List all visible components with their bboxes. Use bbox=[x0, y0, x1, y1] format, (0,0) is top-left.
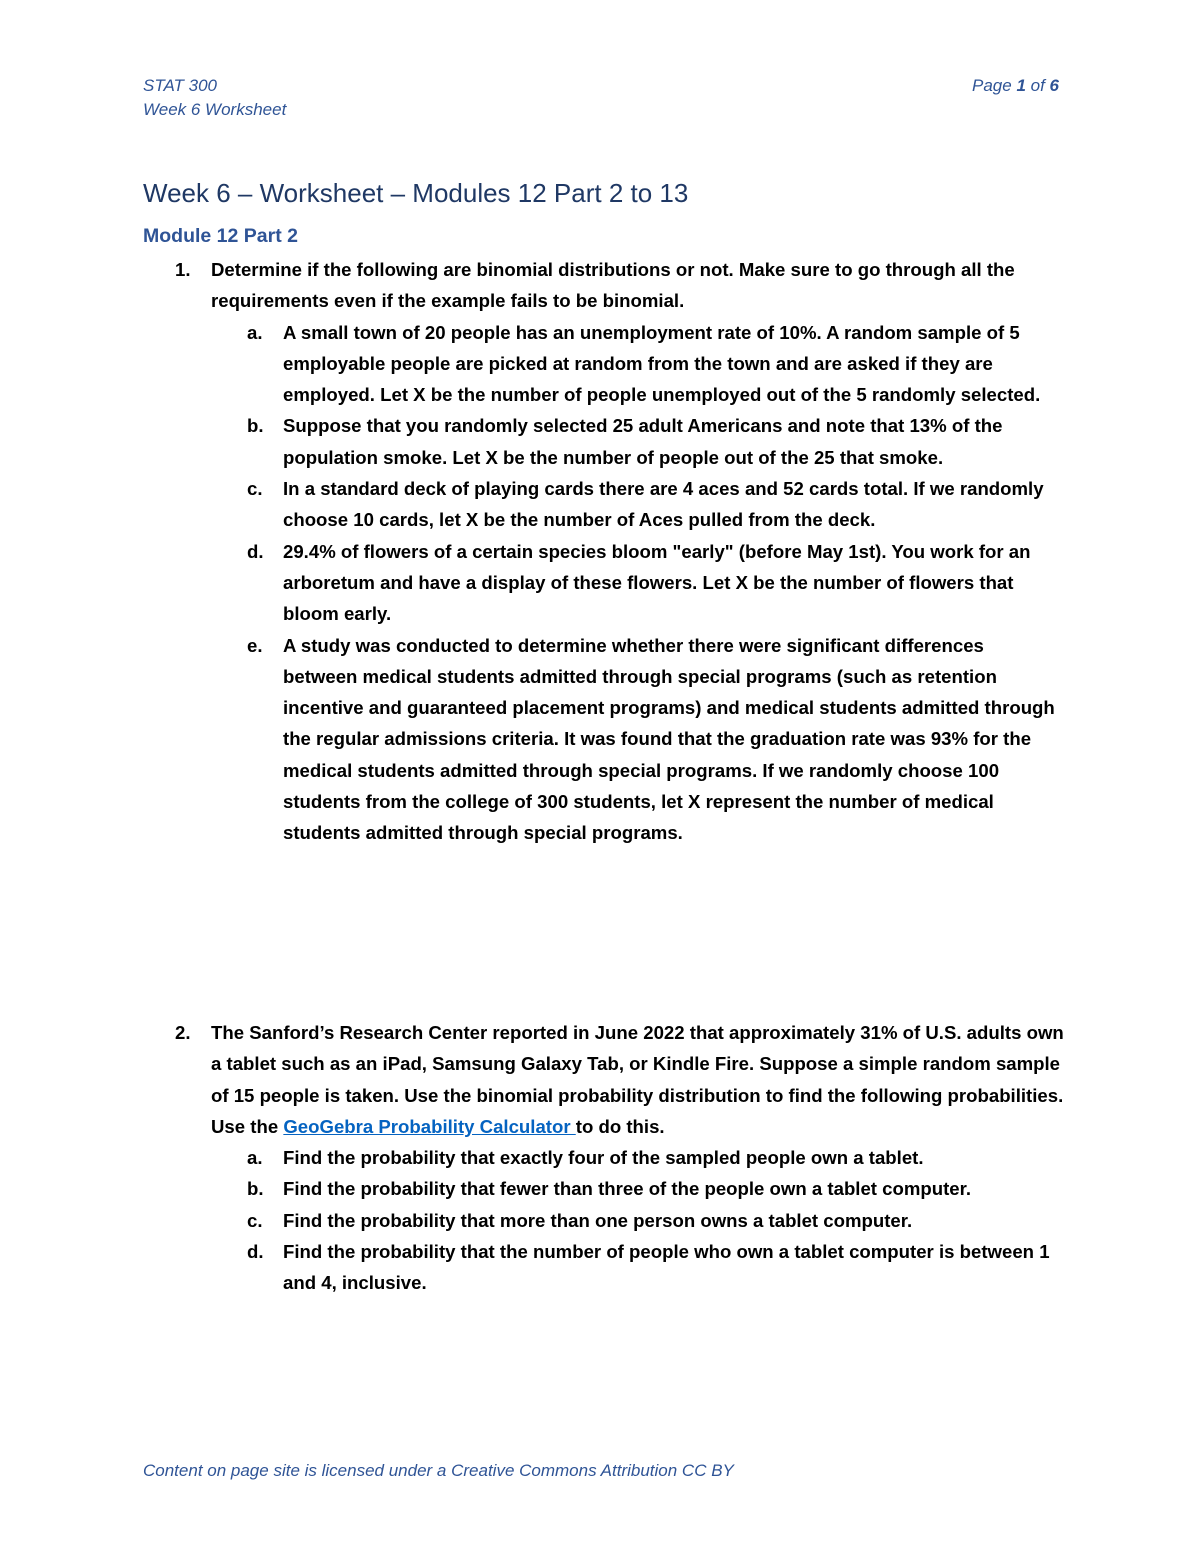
part-text: Find the probability that more than one person owns a tablet computer. bbox=[283, 1209, 913, 1231]
part-text: 29.4% of flowers of a certain species bloom "early" (before May 1st). You work for an arboretum and have a display of these flowers. Let X be the number of flowers that bloom early. bbox=[283, 540, 1031, 625]
part-text: A small town of 20 people has an unemployment rate of 10%. A random sample of 5 employable people are picked at random from the town and are asked if they are employed. Let X be the number of people unemployed out of the 5 randomly selected. bbox=[283, 321, 1041, 406]
part-label: a. bbox=[247, 321, 263, 343]
part-label: b. bbox=[247, 1178, 264, 1200]
question-text: Determine if the following are binomial distributions or not. Make sure to go through all the requirements even if the example fails to be binomial. bbox=[211, 259, 1015, 312]
list-item bbox=[143, 1173, 1073, 1204]
list-item bbox=[143, 410, 1073, 473]
question-number: 2. bbox=[175, 1022, 191, 1043]
part-label: b. bbox=[247, 415, 264, 437]
part-text: A study was conducted to determine whether there were significant differences between medical students admitted through special programs (such as retention incentive and guaranteed placement programs) and medical students admitted through the regular admissions criteria. It was found that the graduation rate was 93% for the medical students admitted through special programs. If we randomly choose 100 students from the college of 300 students, let X represent the number of medical students admitted through special programs. bbox=[283, 634, 1055, 844]
question-1-stem bbox=[143, 254, 1073, 317]
page-prefix: Page bbox=[972, 76, 1017, 95]
part-text: Find the probability that exactly four of the sampled people own a tablet. bbox=[283, 1147, 924, 1169]
part-label: c. bbox=[247, 1209, 263, 1231]
question-2-stem bbox=[143, 1017, 1073, 1142]
part-label: e. bbox=[247, 634, 263, 656]
page-header-left bbox=[143, 74, 286, 122]
part-text: In a standard deck of playing cards there are 4 aces and 52 cards total. If we randomly choose 10 cards, let X be the number of Aces pulled from the deck. bbox=[283, 478, 1044, 531]
list-item bbox=[143, 1142, 1073, 1173]
license-footer: Content on page site is licensed under a Creative Commons Attribution CC BY bbox=[143, 1461, 734, 1480]
part-label: d. bbox=[247, 1241, 264, 1263]
list-item bbox=[143, 630, 1073, 849]
part-text: Find the probability that fewer than three of the people own a tablet computer. bbox=[283, 1178, 972, 1200]
course-code: STAT 300 bbox=[143, 76, 218, 95]
page-number bbox=[972, 74, 1059, 98]
question-text bbox=[211, 1017, 1073, 1142]
page-of: of bbox=[1025, 76, 1050, 95]
geogebra-calculator-link[interactable]: GeoGebra Probability Calculator bbox=[283, 1115, 576, 1137]
list-item bbox=[143, 473, 1073, 536]
question-number: 1. bbox=[175, 259, 191, 280]
question-text-before: The Sanford’s Research Center reported in June 2022 that approximately 31% of U.S. adults own a tablet such as an iPad, Samsung Galaxy Tab, or Kindle Fire. Suppose a simple random sample of 15 people is taken. Use the binomial probability distribution to find the following probabilities. Use the bbox=[211, 1022, 1064, 1137]
page-total: 6 bbox=[1049, 76, 1059, 95]
part-label: c. bbox=[247, 478, 263, 500]
question-2 bbox=[143, 1017, 1073, 1299]
part-label: a. bbox=[247, 1147, 263, 1169]
section-heading: Module 12 Part 2 bbox=[143, 225, 298, 247]
page-current: 1 bbox=[1016, 76, 1026, 95]
question-1 bbox=[143, 254, 1073, 849]
part-label: d. bbox=[247, 540, 264, 562]
part-text: Find the probability that the number of people who own a tablet computer is between 1 and 4, inclusive. bbox=[283, 1241, 1050, 1294]
page-title: Week 6 – Worksheet – Modules 12 Part 2 to 13 bbox=[143, 178, 689, 208]
list-item bbox=[143, 1236, 1073, 1299]
worksheet-name: Week 6 Worksheet bbox=[143, 100, 287, 119]
list-item bbox=[143, 536, 1073, 630]
part-text: Suppose that you randomly selected 25 adult Americans and note that 13% of the population smoke. Let X be the number of people out of the 25 that smoke. bbox=[283, 415, 1003, 468]
list-item bbox=[143, 1205, 1073, 1236]
list-item bbox=[143, 317, 1073, 411]
question-text-after: to do this. bbox=[575, 1115, 665, 1137]
